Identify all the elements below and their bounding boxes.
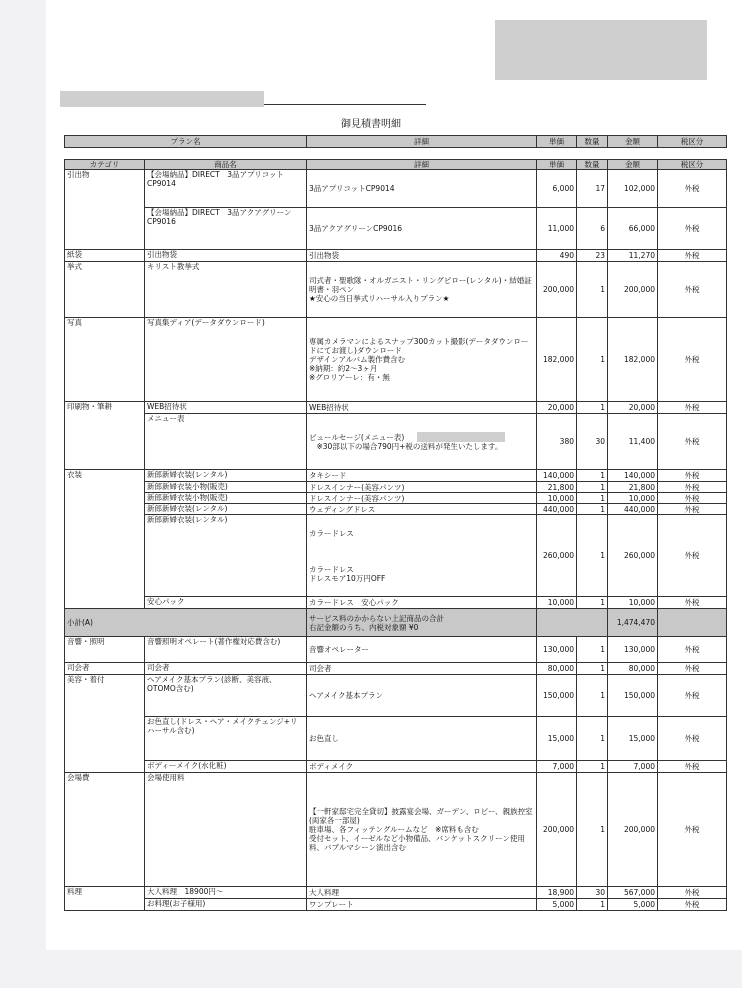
table-row	[65, 250, 727, 262]
product-name-cell: WEB招待状	[145, 402, 307, 414]
quantity-cell: 1	[577, 318, 608, 402]
amount-cell: 11,400	[608, 414, 658, 470]
product-name-cell: お料理(お子様用)	[145, 899, 307, 911]
header-unit-price: 単価	[537, 160, 577, 170]
detail-cell	[307, 597, 537, 609]
tax-type-cell: 外税	[658, 717, 727, 761]
redacted-inline	[417, 432, 505, 442]
unit-price-cell: 80,000	[537, 663, 577, 675]
header-unit-price: 単価	[537, 136, 577, 148]
tax-type-cell: 外税	[658, 637, 727, 663]
subtotal-label: 小計(A)	[65, 609, 307, 637]
unit-price-cell: 11,000	[537, 208, 577, 250]
detail-cell	[307, 170, 537, 208]
quantity-cell: 1	[577, 482, 608, 493]
detail-cell	[307, 663, 537, 675]
detail-text: 3品アプリコットCP9014	[309, 184, 395, 193]
quantity-cell: 1	[577, 597, 608, 609]
estimate-detail-table	[64, 159, 727, 911]
unit-price-cell: 21,800	[537, 482, 577, 493]
table-row	[65, 208, 727, 250]
category-cell: 会場費	[65, 773, 145, 887]
table-row	[65, 504, 727, 515]
detail-text: 3品アクアグリーンCP9016	[309, 224, 403, 233]
product-name-cell: 音響照明オペレート(著作権対応費含む)	[145, 637, 307, 663]
header-quantity: 数量	[577, 160, 608, 170]
category-cell: 挙式	[65, 262, 145, 318]
quantity-cell: 1	[577, 773, 608, 887]
detail-cell	[307, 899, 537, 911]
category-cell: 料理	[65, 887, 145, 911]
table-row	[65, 414, 727, 470]
subtotal-detail	[307, 609, 537, 637]
amount-cell: 21,800	[608, 482, 658, 493]
detail-text: ワンプレート	[309, 900, 354, 909]
quantity-cell: 17	[577, 170, 608, 208]
detail-cell	[307, 414, 537, 470]
subtotal-empty-cell	[658, 609, 727, 637]
tax-type-cell: 外税	[658, 262, 727, 318]
product-name-cell: メニュー表	[145, 414, 307, 470]
unit-price-cell: 15,000	[537, 717, 577, 761]
table-row	[65, 318, 727, 402]
redacted-block-recipient	[60, 91, 264, 107]
amount-cell: 80,000	[608, 663, 658, 675]
document-title: 御見積書明細	[341, 119, 401, 130]
product-name-cell: 安心パック	[145, 597, 307, 609]
amount-cell: 10,000	[608, 493, 658, 504]
detail-text: 【一軒家邸宅完全貸切】披露宴会場、ガーデン、ロビー、親族控室(両家各一部屋) 駐車場、各フィッテングルームなど ※席料も含む 受付セット、イーゼルなど小物備品、バンケットスクリーン使用料、バブルマシーン演出含む	[309, 807, 533, 852]
detail-cell	[307, 208, 537, 250]
tax-type-cell: 外税	[658, 597, 727, 609]
tax-type-cell: 外税	[658, 504, 727, 515]
product-name-cell: 大人料理 18900円〜	[145, 887, 307, 899]
product-name-cell: 【会場納品】DIRECT 3品アクアグリーンCP9016	[145, 208, 307, 250]
quantity-cell: 1	[577, 663, 608, 675]
tax-type-cell: 外税	[658, 663, 727, 675]
amount-cell: 15,000	[608, 717, 658, 761]
detail-cell	[307, 761, 537, 773]
table-row	[65, 515, 727, 597]
detail-cell	[307, 402, 537, 414]
detail-cell	[307, 773, 537, 887]
product-name-cell: 新郎新婦衣装(レンタル)	[145, 504, 307, 515]
table-row	[65, 170, 727, 208]
header-product-name: 商品名	[145, 160, 307, 170]
detail-cell	[307, 262, 537, 318]
redacted-block-top-right	[495, 20, 707, 80]
unit-price-cell: 5,000	[537, 899, 577, 911]
detail-text: 司会者	[309, 664, 332, 673]
detail-cell	[307, 493, 537, 504]
detail-cell	[307, 515, 537, 597]
quantity-cell: 30	[577, 887, 608, 899]
unit-price-cell: 140,000	[537, 470, 577, 482]
amount-cell: 260,000	[608, 515, 658, 597]
product-name-cell: キリスト教挙式	[145, 262, 307, 318]
detail-text: ボディメイク	[309, 762, 354, 771]
quantity-cell: 1	[577, 675, 608, 717]
column-header-row	[65, 160, 727, 170]
tax-type-cell: 外税	[658, 402, 727, 414]
detail-text: 司式者・聖歌隊・オルガニスト・リングピロー(レンタル)・結婚証明書・羽ペン ★安心の当日挙式リハーサル入りプラン★	[309, 276, 532, 303]
tax-type-cell: 外税	[658, 414, 727, 470]
unit-price-cell: 6,000	[537, 170, 577, 208]
amount-cell: 200,000	[608, 262, 658, 318]
quantity-cell: 1	[577, 515, 608, 597]
plan-header-table	[64, 135, 727, 148]
table-row	[65, 773, 727, 887]
unit-price-cell: 20,000	[537, 402, 577, 414]
plan-header-row	[65, 136, 727, 148]
detail-text: 大人料理	[309, 888, 339, 897]
category-cell: 衣装	[65, 470, 145, 609]
unit-price-cell: 18,900	[537, 887, 577, 899]
subtotal-empty-cell	[537, 609, 608, 637]
quantity-cell: 6	[577, 208, 608, 250]
table-row	[65, 761, 727, 773]
header-tax-type: 税区分	[658, 160, 727, 170]
subtotal-amount: 1,474,470	[608, 609, 658, 637]
product-name-cell: 新郎新婦衣装小物(販売)	[145, 482, 307, 493]
unit-price-cell: 10,000	[537, 597, 577, 609]
detail-text: お色直し	[309, 734, 339, 743]
detail-text: ヘアメイク基本プラン	[309, 691, 384, 700]
unit-price-cell: 440,000	[537, 504, 577, 515]
amount-cell: 182,000	[608, 318, 658, 402]
product-name-cell: お色直し(ドレス・ヘア・メイクチェンジ+リハーサル含む)	[145, 717, 307, 761]
category-cell: 引出物	[65, 170, 145, 250]
detail-text: ドレスインナー(美容パンツ)	[309, 482, 405, 492]
detail-cell	[307, 504, 537, 515]
detail-cell	[307, 887, 537, 899]
quantity-cell: 1	[577, 262, 608, 318]
detail-cell	[307, 637, 537, 663]
table-row	[65, 482, 727, 493]
amount-cell: 150,000	[608, 675, 658, 717]
unit-price-cell: 200,000	[537, 773, 577, 887]
category-cell: 美容・着付	[65, 675, 145, 773]
detail-cell	[307, 250, 537, 262]
detail-text: 音響オペレーター	[309, 645, 369, 654]
quantity-cell: 1	[577, 402, 608, 414]
amount-cell: 5,000	[608, 899, 658, 911]
tax-type-cell: 外税	[658, 887, 727, 899]
header-amount: 金額	[608, 160, 658, 170]
category-cell: 紙袋	[65, 250, 145, 262]
tax-type-cell: 外税	[658, 318, 727, 402]
quantity-cell: 1	[577, 899, 608, 911]
unit-price-cell: 7,000	[537, 761, 577, 773]
detail-text: カラードレス カラードレス ドレスモア10万円OFF	[309, 528, 386, 583]
quantity-cell: 1	[577, 717, 608, 761]
header-detail: 詳細	[307, 160, 537, 170]
table-row	[65, 262, 727, 318]
header-quantity: 数量	[577, 136, 608, 148]
amount-cell: 130,000	[608, 637, 658, 663]
detail-text: 専属カメラマンによるスナップ300カット撮影(データダウンロードにてお渡し)ダウンロード デザインアルバム製作費含む ※納期：約2〜3ヶ月 ※グロリアーレ：有・無	[309, 337, 529, 382]
product-name-cell: 司会者	[145, 663, 307, 675]
detail-cell	[307, 482, 537, 493]
amount-cell: 102,000	[608, 170, 658, 208]
quantity-cell: 1	[577, 504, 608, 515]
unit-price-cell: 182,000	[537, 318, 577, 402]
quantity-cell: 1	[577, 470, 608, 482]
header-plan-name: プラン名	[65, 136, 307, 148]
tax-type-cell: 外税	[658, 761, 727, 773]
header-category: カテゴリ	[65, 160, 145, 170]
detail-text: ビュールセージ(メニュー表) ※30部以下の場合790円+税の送料が発生いたします。	[309, 433, 534, 451]
category-cell: 印刷物・筆耕	[65, 402, 145, 470]
tax-type-cell: 外税	[658, 515, 727, 597]
detail-cell	[307, 470, 537, 482]
product-name-cell: ヘアメイク基本プラン(診断、美容液、OTOMO含む)	[145, 675, 307, 717]
table-row	[65, 899, 727, 911]
table-row	[65, 663, 727, 675]
header-amount: 金額	[608, 136, 658, 148]
tax-type-cell: 外税	[658, 170, 727, 208]
amount-cell: 66,000	[608, 208, 658, 250]
table-row	[65, 470, 727, 482]
tax-type-cell: 外税	[658, 773, 727, 887]
detail-text: WEB招待状	[309, 403, 349, 412]
detail-cell	[307, 318, 537, 402]
product-name-cell: ボディーメイク(水化粧)	[145, 761, 307, 773]
tax-type-cell: 外税	[658, 493, 727, 504]
header-tax-type: 税区分	[658, 136, 727, 148]
quantity-cell: 30	[577, 414, 608, 470]
recipient-underline	[264, 104, 426, 105]
subtotal-row	[65, 609, 727, 637]
tax-type-cell: 外税	[658, 675, 727, 717]
amount-cell: 10,000	[608, 597, 658, 609]
tax-type-cell: 外税	[658, 482, 727, 493]
product-name-cell: 写真集ディア(データダウンロード)	[145, 318, 307, 402]
table-row	[65, 887, 727, 899]
table-row	[65, 717, 727, 761]
detail-text: タキシード	[309, 471, 347, 480]
table-row	[65, 637, 727, 663]
amount-cell: 7,000	[608, 761, 658, 773]
detail-cell	[307, 675, 537, 717]
quantity-cell: 23	[577, 250, 608, 262]
amount-cell: 200,000	[608, 773, 658, 887]
unit-price-cell: 260,000	[537, 515, 577, 597]
amount-cell: 11,270	[608, 250, 658, 262]
category-cell: 写真	[65, 318, 145, 402]
tax-type-cell: 外税	[658, 899, 727, 911]
detail-text: カラードレス 安心パック	[309, 598, 399, 607]
product-name-cell: 新郎新婦衣装(レンタル)	[145, 470, 307, 482]
unit-price-cell: 130,000	[537, 637, 577, 663]
table-row	[65, 675, 727, 717]
amount-cell: 20,000	[608, 402, 658, 414]
detail-text: ウェディングドレス	[309, 504, 376, 514]
tax-type-cell: 外税	[658, 470, 727, 482]
product-name-cell: 新郎新婦衣装(レンタル)	[145, 515, 307, 597]
detail-text: ドレスインナー(美容パンツ)	[309, 493, 405, 503]
amount-cell: 440,000	[608, 504, 658, 515]
table-row	[65, 402, 727, 414]
product-name-cell: 引出物袋	[145, 250, 307, 262]
unit-price-cell: 490	[537, 250, 577, 262]
table-row	[65, 597, 727, 609]
unit-price-cell: 200,000	[537, 262, 577, 318]
header-detail: 詳細	[307, 136, 537, 148]
amount-cell: 567,000	[608, 887, 658, 899]
unit-price-cell: 10,000	[537, 493, 577, 504]
unit-price-cell: 380	[537, 414, 577, 470]
quantity-cell: 1	[577, 637, 608, 663]
product-name-cell: 会場使用料	[145, 773, 307, 887]
product-name-cell: 新郎新婦衣装小物(販売)	[145, 493, 307, 504]
tax-type-cell: 外税	[658, 208, 727, 250]
tax-type-cell: 外税	[658, 250, 727, 262]
table-row	[65, 493, 727, 504]
amount-cell: 140,000	[608, 470, 658, 482]
quantity-cell: 1	[577, 493, 608, 504]
category-cell: 音響・照明	[65, 637, 145, 663]
detail-cell	[307, 717, 537, 761]
category-cell: 司会者	[65, 663, 145, 675]
subtotal-detail-text: サービス料のかからない上記商品の合計 右記金額のうち、内税対象額 ¥0	[309, 613, 444, 632]
detail-text: 引出物袋	[309, 251, 339, 260]
quantity-cell: 1	[577, 761, 608, 773]
unit-price-cell: 150,000	[537, 675, 577, 717]
product-name-cell: 【会場納品】DIRECT 3品アプリコットCP9014	[145, 170, 307, 208]
